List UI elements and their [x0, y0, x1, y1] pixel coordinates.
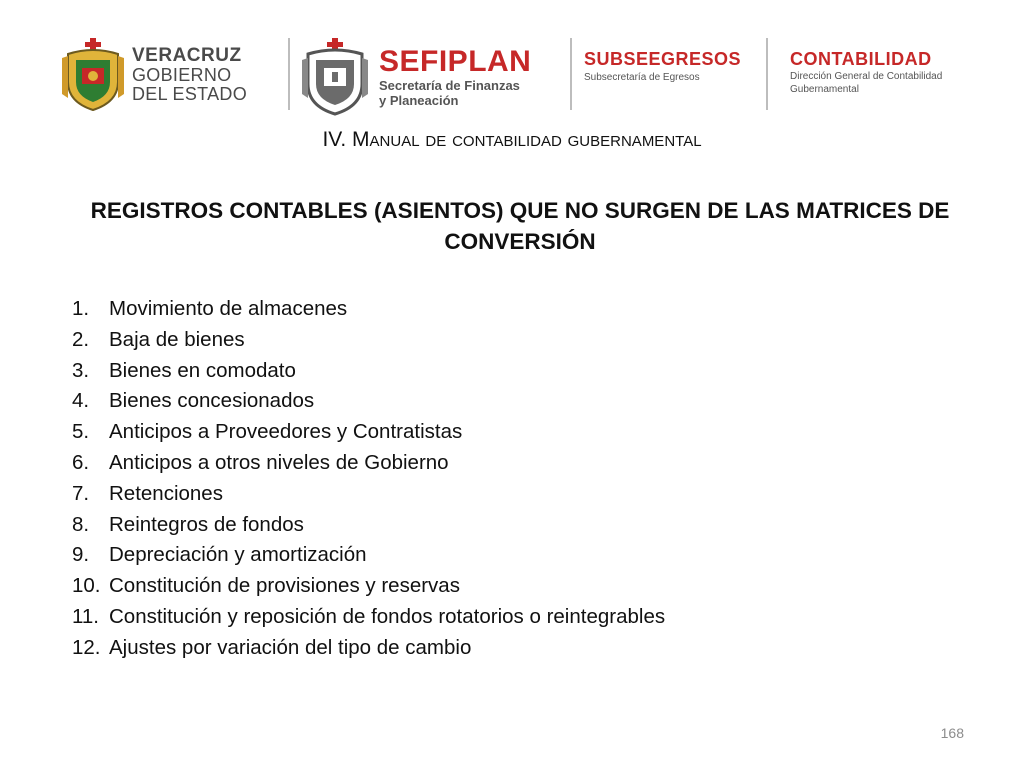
- sefiplan-shield-icon: [300, 38, 370, 116]
- item-number: 10.: [72, 574, 101, 598]
- page-number: 168: [940, 725, 964, 741]
- item-text: Movimiento de almacenes: [109, 297, 348, 320]
- list-item: [72, 540, 972, 571]
- contabilidad-subtitle-2: Gubernamental: [790, 84, 859, 95]
- item-text: Reintegros de fondos: [109, 512, 304, 536]
- veracruz-line1: VERACRUZ: [132, 45, 242, 66]
- list-item: [72, 325, 972, 356]
- list-item: [72, 386, 972, 417]
- section-number: IV.: [322, 128, 347, 151]
- header-divider: [288, 38, 290, 110]
- list-item: [72, 294, 972, 325]
- item-text: Retenciones: [109, 481, 223, 505]
- list-item: [72, 633, 972, 664]
- sefiplan-wordmark: [379, 46, 549, 108]
- item-text: Bienes concesionados: [109, 389, 315, 413]
- sefiplan-subtitle-2: y Planeación: [379, 93, 459, 108]
- item-number: 7.: [72, 481, 90, 505]
- item-text: Constitución y reposición de fondos rotatorios o reintegrables: [109, 604, 666, 628]
- sefiplan-title: SEFIPLAN: [379, 45, 532, 78]
- item-number: 5.: [72, 420, 90, 444]
- contabilidad-subtitle-1: Dirección General de Contabilidad: [790, 71, 943, 82]
- item-text: Bienes en comodato: [109, 358, 296, 382]
- veracruz-coat-of-arms-icon: [62, 38, 124, 112]
- header-logos: [0, 0, 1024, 125]
- list-item: [72, 417, 972, 448]
- section-name: Manual de contabilidad gubernamental: [352, 128, 702, 151]
- item-number: 1.: [72, 297, 90, 320]
- item-number: 3.: [72, 358, 90, 382]
- item-list: [72, 294, 972, 664]
- item-text: Ajustes por variación del tipo de cambio: [109, 635, 472, 659]
- item-number: 4.: [72, 389, 90, 413]
- item-number: 12.: [72, 635, 101, 659]
- header-divider: [766, 38, 768, 110]
- list-item: [72, 602, 972, 633]
- item-number: 9.: [72, 543, 90, 567]
- item-text: Anticipos a Proveedores y Contratistas: [109, 420, 463, 444]
- item-text: Constitución de provisiones y reservas: [109, 574, 460, 598]
- contabilidad-wordmark: [790, 48, 990, 96]
- item-number: 6.: [72, 450, 90, 474]
- item-number: 8.: [72, 512, 90, 536]
- item-number: 11.: [72, 604, 99, 628]
- list-item: [72, 510, 972, 541]
- list-item: [72, 571, 972, 602]
- list-item: [72, 479, 972, 510]
- veracruz-line3: DEL ESTADO: [132, 84, 248, 104]
- section-heading: [0, 128, 1024, 152]
- subseegresos-wordmark: [584, 48, 764, 86]
- subseegresos-subtitle: Subsecretaría de Egresos: [584, 72, 700, 83]
- subseegresos-title: SUBSEEGRESOS: [584, 49, 742, 69]
- list-item: [72, 356, 972, 387]
- veracruz-line2: GOBIERNO: [132, 65, 232, 85]
- list-item: [72, 448, 972, 479]
- header-divider: [570, 38, 572, 110]
- sefiplan-subtitle-1: Secretaría de Finanzas: [379, 78, 520, 93]
- item-text: Baja de bienes: [109, 327, 245, 351]
- veracruz-wordmark: [132, 46, 272, 104]
- page-title: REGISTROS CONTABLES (ASIENTOS) QUE NO SURGEN DE LAS MATRICES DE CONVERSIÓN: [90, 198, 950, 254]
- item-text: Depreciación y amortización: [109, 543, 367, 567]
- contabilidad-title: CONTABILIDAD: [790, 49, 932, 69]
- item-number: 2.: [72, 327, 90, 351]
- item-text: Anticipos a otros niveles de Gobierno: [109, 450, 449, 474]
